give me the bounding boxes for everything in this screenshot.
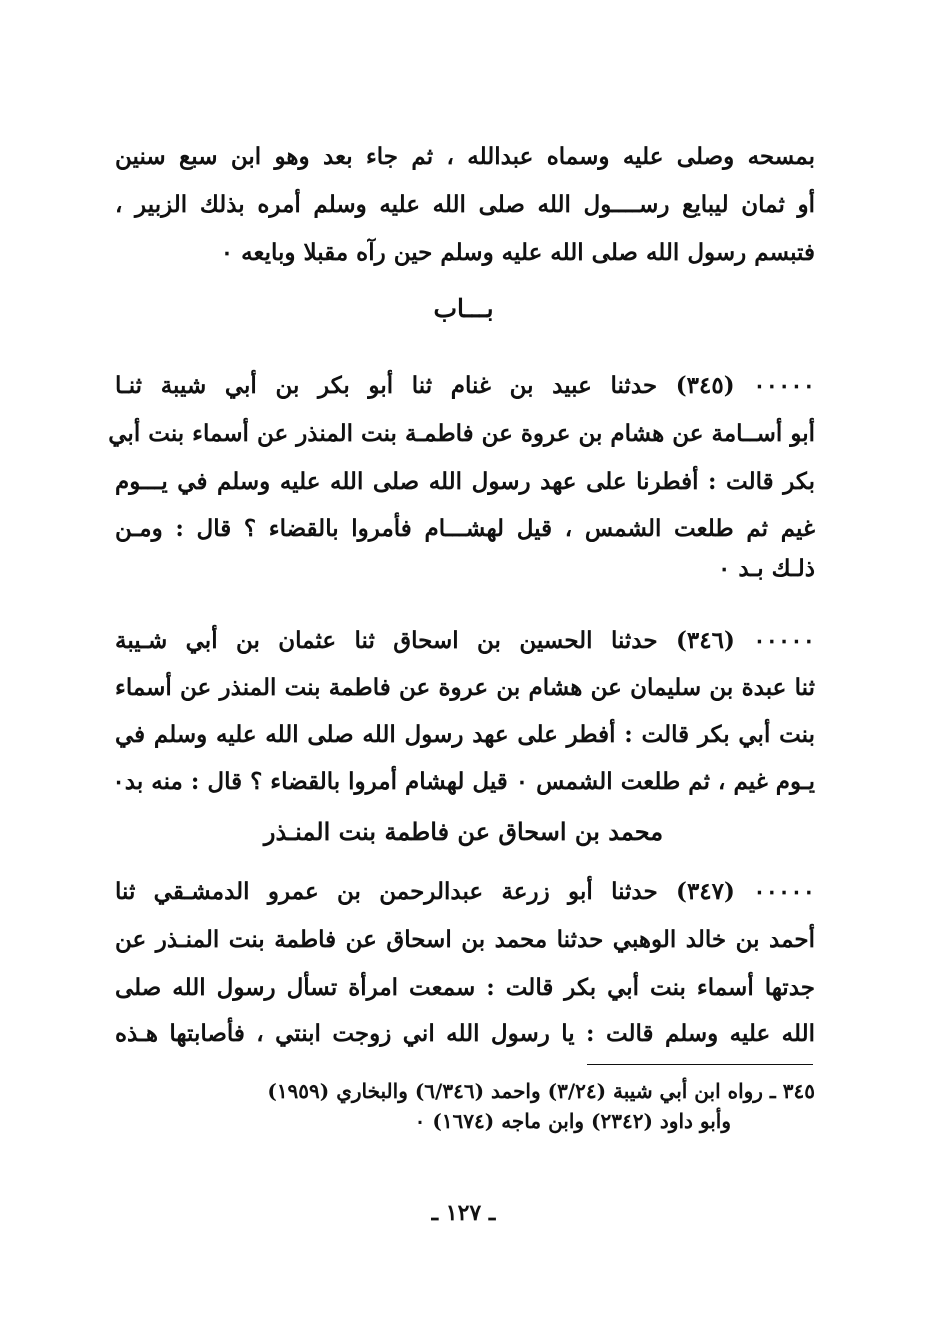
section-heading: بـــاب xyxy=(433,294,494,323)
hadith-345-line-1: ٠٠٠٠٠ (٣٤٥) حدثنا عبيد بن غنام ثنا أبو بكر بن أبي شيبة ثنـا xyxy=(115,372,816,399)
hadith-345-line-5: ذلـك بـد ٠ xyxy=(718,555,815,582)
intro-line-1: بمسحه وصلى عليه وسماه عبدالله ، ثم جاء بعد وهو ابن سبع سنين xyxy=(115,143,815,170)
hadith-347-line-3: جدتها أسماء بنت أبي بكر قالت : سمعت امرأة تسأل رسول الله صلى xyxy=(115,974,815,1001)
hadith-347-line-4: الله عليه وسلم قالت : يا رسول الله اني زوجت ابنتي ، فأصابتها هـذه xyxy=(115,1020,815,1047)
hadith-345-line-2: أبو أســامة عن هشام بن عروة عن فاطمـة بنت المنذر عن أسماء بنت أبي xyxy=(108,420,815,447)
intro-line-3: فتبسم رسول الله صلى الله عليه وسلم حين رآه مقبلا وبايعه ٠ xyxy=(220,239,815,266)
hadith-346-line-2: ثنا عبدة بن سليمان عن هشام بن عروة عن فاطمة بنت المنذر عن أسماء xyxy=(115,674,815,701)
intro-line-2: أو ثمان ليبايع رســــول الله صلى الله عليه وسلم أمره بذلك الزبير ، xyxy=(115,191,815,218)
hadith-346-line-4: يـوم غيم ، ثم طلعت الشمس ٠ قيل لهشام أمروا بالقضاء ؟ قال : منه بد٠ xyxy=(112,768,815,795)
hadith-347-line-1: ٠٠٠٠٠ (٣٤٧) حدثنا أبو زرعة عبدالرحمن بن عمرو الدمشـقي ثنا xyxy=(115,878,815,905)
hadith-347-line-2: أحمد بن خالد الوهبي حدثنا محمد بن اسحاق عن فاطمة بنت المنـذر عن xyxy=(115,926,815,953)
footnote-line-1: ٣٤٥ ـ رواه ابن أبي شيبة (٣/٢٤) واحمد (٦/٣٤٦) والبخاري (١٩٥٩) xyxy=(267,1079,815,1103)
hadith-345-line-4: غيم ثم طلعت الشمس ، قيل لهشـــام فأمروا بالقضاء ؟ قال : ومـن xyxy=(115,515,815,542)
footnote-separator xyxy=(587,1064,813,1065)
page-number: ـ ١٢٧ ـ xyxy=(431,1200,496,1226)
hadith-345-line-3: بكر قالت : أفطرنا على عهد رسول الله صلى الله عليه وسلم في يـــوم xyxy=(115,468,815,495)
footnote-line-2: وأبو داود (٢٣٤٢) وابن ماجه (١٦٧٤) ٠ xyxy=(414,1109,731,1133)
chapter-heading: محمد بن اسحاق عن فاطمة بنت المنـذر xyxy=(263,817,664,846)
hadith-346-line-3: بنت أبي بكر قالت : أفطر على عهد رسول الله صلى الله عليه وسلم في xyxy=(115,721,815,748)
hadith-346-line-1: ٠٠٠٠٠ (٣٤٦) حدثنا الحسين بن اسحاق ثنا عثمان بن أبي شـيبة xyxy=(115,627,815,654)
